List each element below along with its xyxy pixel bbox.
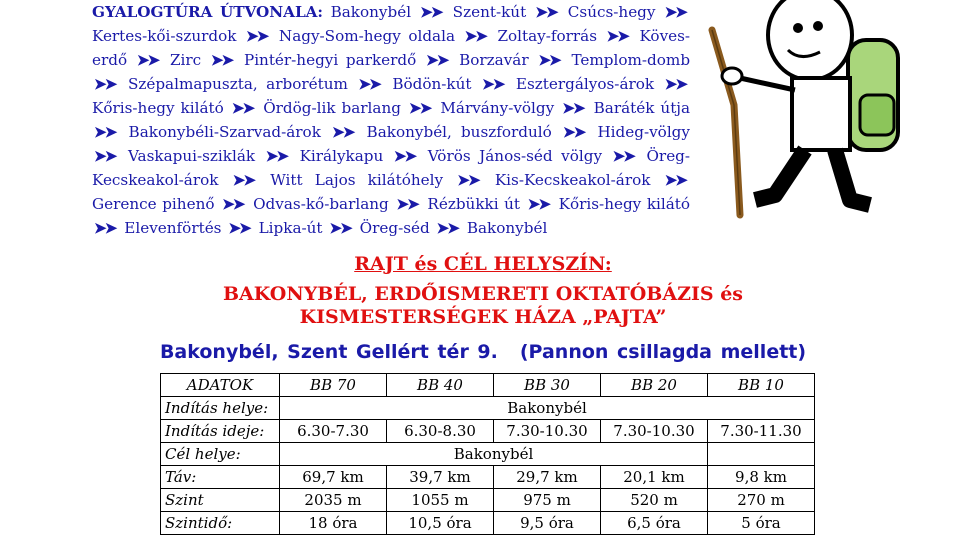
start-finish-heading: RAJT és CÉL HELYSZÍN: <box>354 253 612 275</box>
route-stop: Bakonybéli-Szarvad-árok <box>128 123 321 141</box>
route-stop: Szent-kút <box>452 3 527 21</box>
table-row <box>161 466 815 489</box>
route-stop: Márvány-völgy <box>440 99 555 117</box>
row-label: Indítás ideje: <box>161 420 280 443</box>
route-stop: Baráték útja <box>593 99 691 117</box>
table-header-row <box>161 374 815 397</box>
route-stop: Bakonybél <box>466 219 548 237</box>
route-arrow-icon: ➤➤ <box>222 195 244 213</box>
route-arrow-icon: ➤➤ <box>210 51 233 69</box>
row-label: Cél helye: <box>161 443 280 466</box>
route-stop: Hideg-völgy <box>597 123 690 141</box>
route-arrow-icon: ➤➤ <box>228 219 250 237</box>
route-stop: Királykapu <box>299 147 384 165</box>
table-cell: 5 óra <box>708 512 815 535</box>
route-arrow-icon: ➤➤ <box>527 195 550 213</box>
table-cell: 9,8 km <box>708 466 815 489</box>
table-row <box>161 420 815 443</box>
route-stop: Köves-erdő <box>92 27 691 69</box>
route-arrow-icon: ➤➤ <box>464 27 486 45</box>
route-stop: Rézbükki út <box>427 195 521 213</box>
route-stop: Vörös János-séd völgy <box>427 147 603 165</box>
table-row <box>161 397 815 420</box>
table-header-cell: BB 70 <box>280 374 387 397</box>
route-stop: Zoltay-forrás <box>497 27 598 45</box>
table-cell: 18 óra <box>280 512 387 535</box>
route-arrow-icon: ➤➤ <box>481 75 504 93</box>
table-row <box>161 512 815 535</box>
route-arrow-icon: ➤➤ <box>245 27 268 45</box>
row-label: Táv: <box>161 466 280 489</box>
route-arrow-icon: ➤➤ <box>396 195 418 213</box>
route-stop: Gerence pihenő <box>92 195 215 213</box>
row-label: Szintidő: <box>161 512 280 535</box>
route-stop: Templom-domb <box>571 51 691 69</box>
table-cell: 520 m <box>601 489 708 512</box>
row-label: Indítás helye: <box>161 397 280 420</box>
route-arrow-icon: ➤➤ <box>420 3 442 21</box>
route-arrow-icon: ➤➤ <box>606 27 628 45</box>
route-stop: Pintér-hegyi parkerdő <box>243 51 417 69</box>
table-cell <box>708 443 815 466</box>
route-arrow-icon: ➤➤ <box>94 219 116 237</box>
table-cell: 6.30-7.30 <box>280 420 387 443</box>
table-cell: 2035 m <box>280 489 387 512</box>
table-cell: 10,5 óra <box>387 512 494 535</box>
table-cell: 39,7 km <box>387 466 494 489</box>
route-arrow-icon: ➤➤ <box>393 147 416 165</box>
table-cell: 7.30-10.30 <box>601 420 708 443</box>
route-arrow-icon: ➤➤ <box>562 123 585 141</box>
table-cell: 270 m <box>708 489 815 512</box>
table-cell: Bakonybél <box>280 397 815 420</box>
route-arrow-icon: ➤➤ <box>329 219 351 237</box>
route-arrow-icon: ➤➤ <box>94 75 116 93</box>
route-stop: Elevenförtés <box>124 219 222 237</box>
address-line <box>0 341 966 363</box>
route-stop: Borzavár <box>459 51 529 69</box>
route-arrow-icon: ➤➤ <box>535 3 557 21</box>
route-stop: Witt Lajos kilátóhely <box>270 171 444 189</box>
table-cell: 7.30-10.30 <box>494 420 601 443</box>
route-stop: Csúcs-hegy <box>567 3 656 21</box>
route-stop: Bakonybél, buszforduló <box>366 123 552 141</box>
route-arrow-icon: ➤➤ <box>436 219 458 237</box>
route-arrow-icon: ➤➤ <box>664 3 687 21</box>
table-header-cell: BB 30 <box>494 374 601 397</box>
route-stop: Öreg-Kecskeakol-árok <box>92 147 691 189</box>
route-arrow-icon: ➤➤ <box>358 75 380 93</box>
route-arrow-icon: ➤➤ <box>457 171 479 189</box>
route-stop: Öreg-séd <box>359 219 430 237</box>
route-stop: Bödön-kút <box>392 75 472 93</box>
route-arrow-icon: ➤➤ <box>332 123 354 141</box>
route-stop: Odvas-kő-barlang <box>253 195 389 213</box>
route-stop: Szépalmapuszta, arborétum <box>127 75 348 93</box>
route-stop: Kertes-kői-szurdok <box>92 27 237 45</box>
route-stop: Kőris-hegy kilátó <box>558 195 691 213</box>
route-stop: Nagy-Som-hegy oldala <box>278 27 456 45</box>
route-stop: Esztergályos-árok <box>515 75 655 93</box>
route-arrow-icon: ➤➤ <box>265 147 288 165</box>
route-arrow-icon: ➤➤ <box>425 51 448 69</box>
address-note: (Pannon csillagda mellett) <box>519 341 807 363</box>
route-stop: Vaskapui-sziklák <box>127 147 256 165</box>
address-street: Bakonybél, Szent Gellért tér 9. <box>159 341 498 363</box>
route-stop: Kis-Kecskeakol-árok <box>494 171 651 189</box>
route-stop: Kőris-hegy kilátó <box>92 99 224 117</box>
table-cell: 9,5 óra <box>494 512 601 535</box>
venue-line-1: BAKONYBÉL, ERDŐISMERETI OKTATÓBÁZIS és <box>223 283 743 305</box>
table-cell: Bakonybél <box>280 443 708 466</box>
table-header-cell: ADATOK <box>161 374 280 397</box>
table-cell: 975 m <box>494 489 601 512</box>
table-cell: 69,7 km <box>280 466 387 489</box>
route-arrow-icon: ➤➤ <box>232 171 255 189</box>
route-stop: Lipka-út <box>258 219 323 237</box>
route-arrow-icon: ➤➤ <box>408 99 431 117</box>
table-header-cell: BB 20 <box>601 374 708 397</box>
table-cell: 7.30-11.30 <box>708 420 815 443</box>
route-stop: Zirc <box>169 51 202 69</box>
table-row <box>161 489 815 512</box>
table-cell: 6,5 óra <box>601 512 708 535</box>
table-cell: 1055 m <box>387 489 494 512</box>
event-data-table <box>160 373 815 535</box>
route-arrow-icon: ➤➤ <box>94 147 116 165</box>
table-header-cell: BB 40 <box>387 374 494 397</box>
route-description <box>92 0 690 240</box>
venue-line-2: KISMESTERSÉGEK HÁZA „PAJTA” <box>299 306 667 328</box>
table-cell: 6.30-8.30 <box>387 420 494 443</box>
route-arrow-icon: ➤➤ <box>94 123 116 141</box>
route-arrow-icon: ➤➤ <box>664 75 687 93</box>
table-cell: 20,1 km <box>601 466 708 489</box>
route-arrow-icon: ➤➤ <box>664 171 687 189</box>
table-row <box>161 443 815 466</box>
route-arrow-icon: ➤➤ <box>231 99 254 117</box>
route-arrow-icon: ➤➤ <box>562 99 584 117</box>
row-label: Szint <box>161 489 280 512</box>
route-label: GYALOGTÚRA ÚTVONALA: <box>92 3 331 21</box>
route-stop: Ördög-lik barlang <box>263 99 401 117</box>
route-arrow-icon: ➤➤ <box>538 51 560 69</box>
route-arrow-icon: ➤➤ <box>612 147 634 165</box>
route-stop: Bakonybél <box>330 3 412 21</box>
hiker-illustration <box>700 0 910 222</box>
table-header-cell: BB 10 <box>708 374 815 397</box>
route-arrow-icon: ➤➤ <box>136 51 159 69</box>
table-cell: 29,7 km <box>494 466 601 489</box>
